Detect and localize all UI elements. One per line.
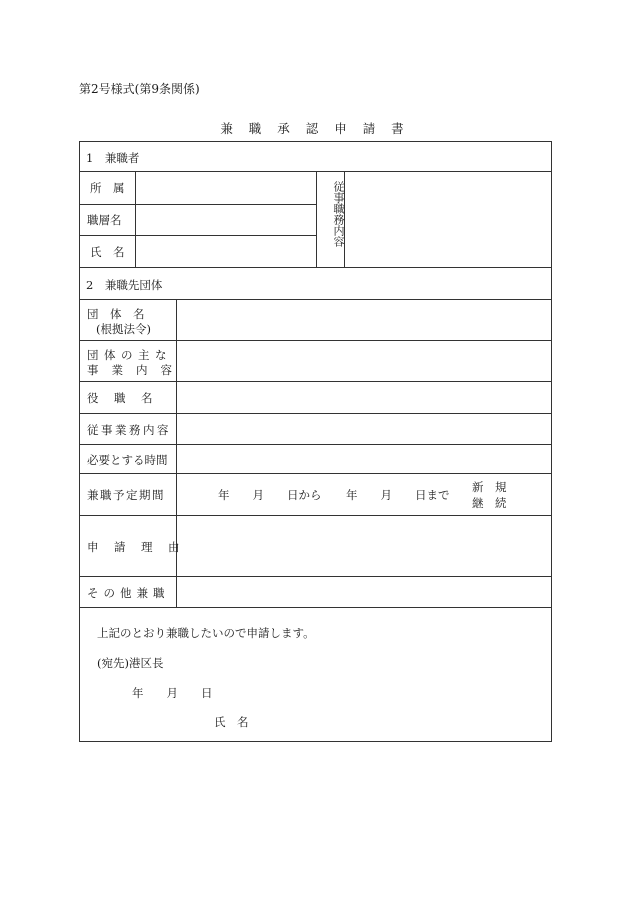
divider: [80, 340, 551, 341]
position-label: 役 職 名: [87, 391, 155, 405]
period-new: 新 規: [472, 480, 507, 494]
applicant-name-label: 氏 名: [214, 715, 249, 729]
divider: [80, 515, 551, 516]
period-to: 年 月 日まで: [346, 488, 450, 502]
job-title-label: 職層名: [87, 213, 122, 227]
form-number: 第2号様式(第9条関係): [79, 82, 200, 96]
declaration-statement: 上記のとおり兼職したいので申請します。: [97, 626, 315, 640]
form-title: 兼 職 承 認 申 請 書: [220, 121, 410, 136]
section1-heading: 1 兼職者: [86, 151, 140, 165]
divider: [80, 473, 551, 474]
reason-label: 申 請 理 由: [87, 540, 182, 554]
divider: [80, 413, 551, 414]
section2-heading: 2 兼職先団体: [86, 278, 163, 292]
org-name-legal-basis: (根拠法令): [96, 322, 151, 336]
period-continue: 継 続: [472, 496, 507, 510]
divider: [80, 235, 316, 236]
divider: [176, 299, 177, 607]
other-concurrent-label: その他兼職: [87, 586, 170, 600]
divider: [80, 576, 551, 577]
application-date: 年 月 日: [132, 686, 213, 700]
divider: [80, 607, 551, 608]
divider: [80, 299, 551, 300]
required-time-label: 必要とする時間: [87, 453, 168, 467]
divider: [135, 171, 136, 267]
org-name-label: [87, 306, 169, 322]
divider: [80, 204, 316, 205]
period-label: 兼職予定期間: [87, 488, 165, 502]
name-label: 氏 名: [90, 245, 125, 259]
org-name-text: 団 体 名: [87, 307, 145, 321]
addressee: (宛先)港区長: [97, 656, 164, 670]
affiliation-label: 所 属: [90, 181, 125, 195]
divider: [80, 381, 551, 382]
work-content-label: 従事業務内容: [87, 423, 171, 437]
application-form-table: [79, 141, 552, 742]
divider: [80, 444, 551, 445]
period-from: 年 月 日から: [218, 488, 322, 502]
org-business-label-line2: 事業内容: [87, 363, 185, 377]
divider: [80, 267, 551, 268]
duty-content-label: 従事職務内容: [332, 181, 345, 247]
org-business-label-line1: 団体の主な: [87, 348, 172, 362]
